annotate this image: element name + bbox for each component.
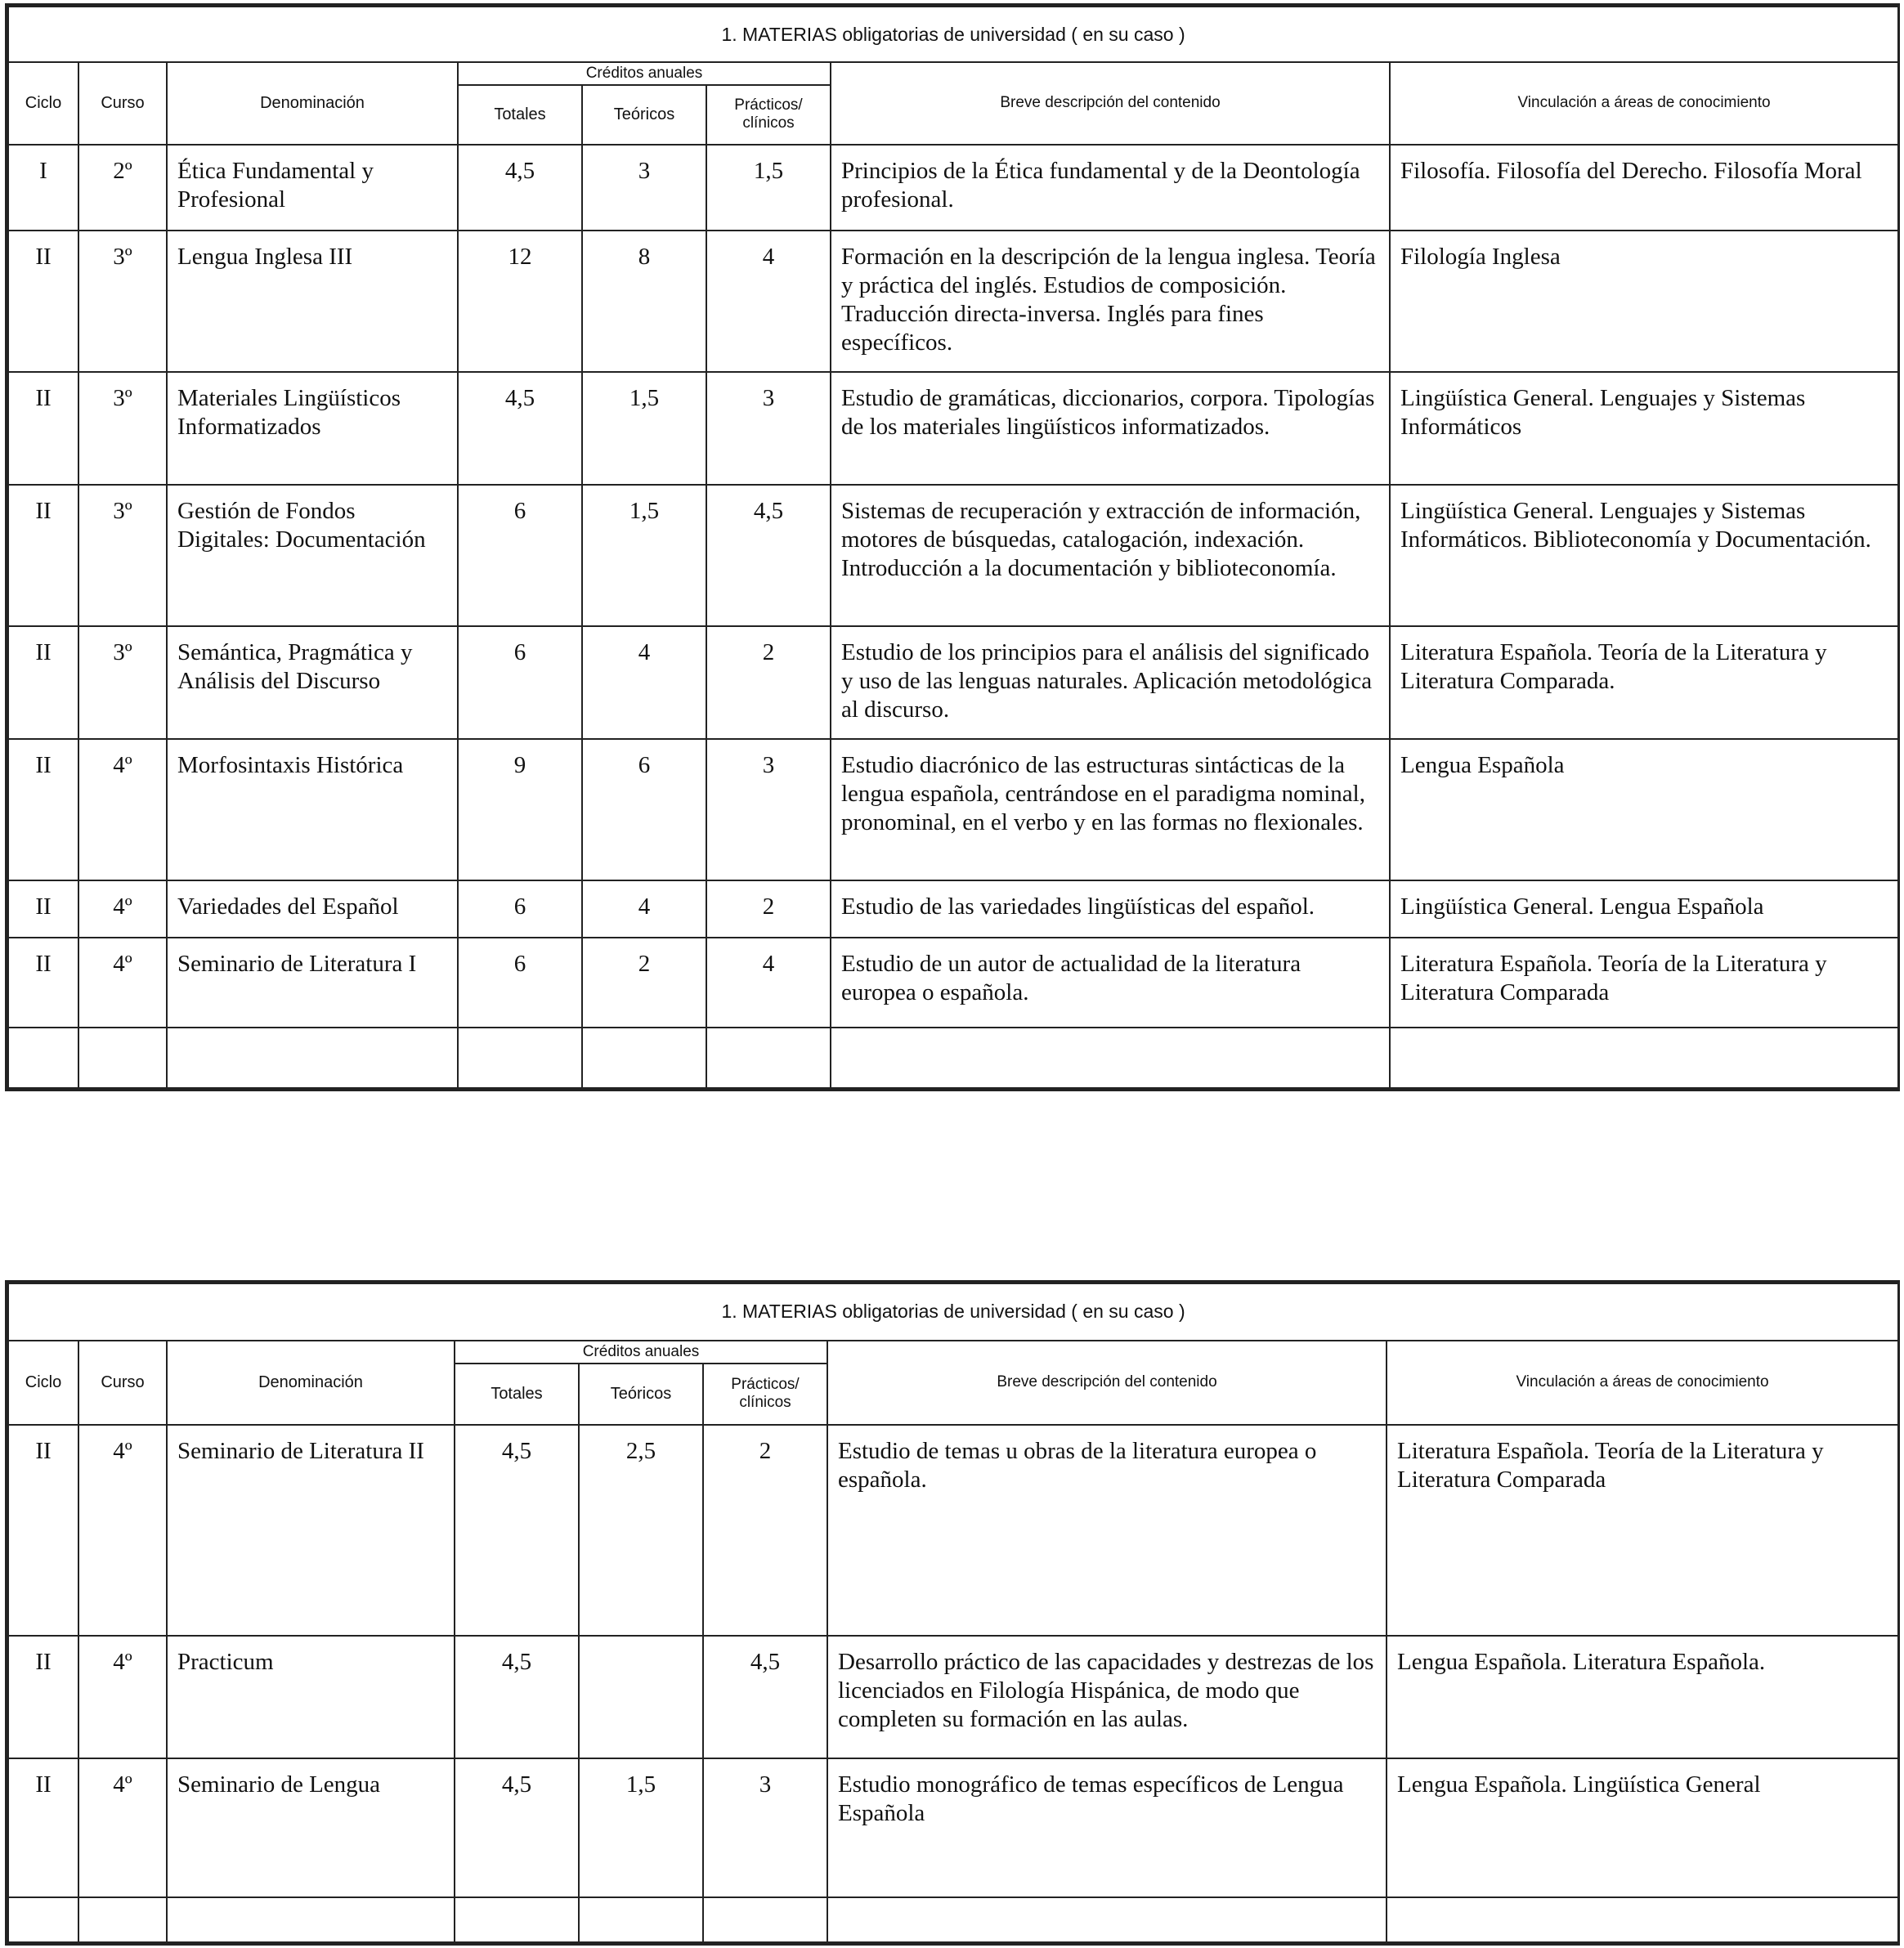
teoricos-cell <box>582 739 706 880</box>
descripcion-cell-text: Estudio de los principios para el análisis del significado y uso de las lenguas naturales. Aplicación metodológica al discurso. <box>841 638 1373 723</box>
teoricos-cell-text: 3 <box>638 157 651 184</box>
descripcion-cell-text: Estudio de las variedades lingüísticas del español. <box>841 893 1315 920</box>
denominacion-cell <box>167 485 458 626</box>
totales-cell <box>458 231 582 372</box>
ciclo-cell <box>8 1758 78 1897</box>
curso-cell-text: 3º <box>113 497 132 524</box>
filler-cell <box>167 1028 458 1088</box>
header-practicos: Prácticos/ clínicos <box>703 1364 827 1424</box>
curso-cell-text: 3º <box>113 243 132 270</box>
denominacion-cell-text: Seminario de Literatura II <box>177 1437 424 1464</box>
curso-cell <box>78 626 167 739</box>
totales-cell <box>458 145 582 231</box>
totales-cell-text: 6 <box>513 497 526 524</box>
materias-grid <box>7 6 1899 1089</box>
teoricos-cell-text: 2 <box>638 950 651 977</box>
filler-cell <box>1390 1028 1898 1088</box>
table-row <box>8 1636 1898 1758</box>
denominacion-cell-text: Ética Fundamental y Profesional <box>177 157 374 213</box>
ciclo-cell <box>8 880 78 938</box>
practicos-cell-text: 3 <box>759 1771 772 1798</box>
descripcion-cell-text: Estudio de gramáticas, diccionarios, corpora. Tipologías de los materiales lingüísticos informatizados. <box>841 384 1375 440</box>
denominacion-cell-text: Seminario de Literatura I <box>177 950 417 977</box>
teoricos-cell <box>579 1425 703 1636</box>
totales-cell <box>458 626 582 739</box>
totales-cell-text: 4,5 <box>504 157 535 184</box>
practicos-cell <box>706 485 831 626</box>
denominacion-cell <box>167 1758 455 1897</box>
practicos-cell-text: 4,5 <box>750 1648 781 1675</box>
denominacion-cell <box>167 1636 455 1758</box>
teoricos-cell <box>582 626 706 739</box>
vinculacion-cell <box>1390 372 1898 485</box>
totales-cell <box>455 1425 579 1636</box>
practicos-cell <box>703 1636 827 1758</box>
curso-cell <box>78 880 167 938</box>
ciclo-cell <box>8 1636 78 1758</box>
ciclo-cell-text: II <box>35 950 52 977</box>
header-teoricos: Teóricos <box>579 1364 703 1424</box>
practicos-cell-text: 3 <box>762 384 775 411</box>
practicos-cell <box>706 231 831 372</box>
header-curso: Curso <box>78 1341 167 1425</box>
teoricos-cell <box>582 485 706 626</box>
descripcion-cell <box>827 1758 1387 1897</box>
table-row <box>8 485 1898 626</box>
denominacion-cell <box>167 626 458 739</box>
denominacion-cell <box>167 1425 455 1636</box>
header-ciclo: Ciclo <box>8 1341 78 1425</box>
table-title: 1. MATERIAS obligatorias de universidad ( en su caso ) <box>8 1283 1898 1341</box>
ciclo-cell <box>8 485 78 626</box>
teoricos-cell-text: 4 <box>638 893 651 920</box>
header-ciclo: Ciclo <box>8 62 78 144</box>
denominacion-cell <box>167 231 458 372</box>
vinculacion-cell-text: Lingüística General. Lengua Española <box>1400 893 1764 920</box>
filler-cell <box>706 1028 831 1088</box>
header-teoricos: Teóricos <box>582 85 706 145</box>
header-curso: Curso <box>78 62 167 144</box>
ciclo-cell <box>8 938 78 1028</box>
totales-cell <box>455 1758 579 1897</box>
curso-cell-text: 4º <box>113 751 132 778</box>
header-row <box>8 1341 1898 1364</box>
teoricos-cell-text: 2,5 <box>625 1437 656 1464</box>
descripcion-cell-text: Estudio de un autor de actualidad de la literatura europea o española. <box>841 950 1301 1005</box>
curso-cell <box>78 485 167 626</box>
totales-cell <box>455 1636 579 1758</box>
vinculacion-cell <box>1390 938 1898 1028</box>
ciclo-cell-text: II <box>35 1648 52 1675</box>
curso-cell-text: 3º <box>113 384 132 411</box>
ciclo-cell <box>8 372 78 485</box>
curso-cell-text: 4º <box>113 1437 132 1464</box>
curso-cell <box>78 1636 167 1758</box>
totales-cell <box>458 739 582 880</box>
totales-cell <box>458 372 582 485</box>
curso-cell-text: 4º <box>113 1648 132 1675</box>
ciclo-cell-text: II <box>35 243 52 270</box>
teoricos-cell <box>582 231 706 372</box>
teoricos-cell <box>582 938 706 1028</box>
curso-cell <box>78 231 167 372</box>
vinculacion-cell-text: Literatura Española. Teoría de la Literatura y Literatura Comparada <box>1400 950 1827 1005</box>
header-denominacion: Denominación <box>167 1341 455 1425</box>
descripcion-cell <box>831 938 1390 1028</box>
curso-cell <box>78 145 167 231</box>
table-row <box>8 626 1898 739</box>
header-vinculacion: Vinculación a áreas de conocimiento <box>1390 62 1898 144</box>
totales-cell-text: 9 <box>513 751 526 778</box>
curso-cell <box>78 739 167 880</box>
denominacion-cell <box>167 739 458 880</box>
vinculacion-cell-text: Literatura Española. Teoría de la Literatura y Literatura Comparada. <box>1400 638 1827 694</box>
vinculacion-cell-text: Lengua Española. Lingüística General <box>1397 1771 1761 1798</box>
filler-cell <box>8 1028 78 1088</box>
filler-cell <box>78 1028 167 1088</box>
filler-cell <box>827 1897 1387 1942</box>
descripcion-cell <box>831 739 1390 880</box>
descripcion-cell <box>827 1636 1387 1758</box>
vinculacion-cell-text: Literatura Española. Teoría de la Literatura y Literatura Comparada <box>1397 1437 1824 1493</box>
table-row <box>8 739 1898 880</box>
teoricos-cell-text: 1,5 <box>629 384 660 411</box>
filler-cell <box>579 1897 703 1942</box>
totales-cell-text: 4,5 <box>501 1437 532 1464</box>
ciclo-cell <box>8 626 78 739</box>
vinculacion-cell-text: Lengua Española. Literatura Española. <box>1397 1648 1766 1675</box>
filler-cell <box>458 1028 582 1088</box>
ciclo-cell-text: II <box>35 1771 52 1798</box>
practicos-cell <box>706 938 831 1028</box>
table-body <box>8 145 1898 1088</box>
curso-cell-text: 3º <box>113 638 132 665</box>
filler-cell <box>167 1897 455 1942</box>
materias-table-1 <box>5 3 1900 1091</box>
curso-cell-text: 4º <box>113 950 132 977</box>
vinculacion-cell <box>1387 1758 1898 1897</box>
totales-cell-text: 4,5 <box>504 384 535 411</box>
descripcion-cell-text: Sistemas de recuperación y extracción de información, motores de búsquedas, catalogación, indexación. Introducción a la documentación y biblioteconomía. <box>841 497 1361 581</box>
header-creditos-anuales: Créditos anuales <box>458 62 831 85</box>
practicos-cell <box>703 1425 827 1636</box>
ciclo-cell <box>8 739 78 880</box>
totales-cell <box>458 938 582 1028</box>
denominacion-cell-text: Morfosintaxis Histórica <box>177 751 404 778</box>
descripcion-cell-text: Formación en la descripción de la lengua inglesa. Teoría y práctica del inglés. Estudios de composición. Traducción directa-inversa. Inglés para fines específicos. <box>841 243 1376 356</box>
descripcion-cell-text: Principios de la Ética fundamental y de la Deontología profesional. <box>841 157 1360 213</box>
table-row <box>8 880 1898 938</box>
denominacion-cell-text: Materiales Lingüísticos Informatizados <box>177 384 401 440</box>
filler-cell <box>78 1897 167 1942</box>
header-descripcion: Breve descripción del contenido <box>831 62 1390 144</box>
denominacion-cell-text: Gestión de Fondos Digitales: Documentación <box>177 497 426 553</box>
filler-row <box>8 1028 1898 1088</box>
ciclo-cell <box>8 145 78 231</box>
practicos-cell <box>706 145 831 231</box>
practicos-cell-text: 2 <box>759 1437 772 1464</box>
header-totales: Totales <box>455 1364 579 1424</box>
curso-cell-text: 4º <box>113 1771 132 1798</box>
header-vinculacion: Vinculación a áreas de conocimiento <box>1387 1341 1898 1425</box>
vinculacion-cell <box>1390 880 1898 938</box>
totales-cell <box>458 880 582 938</box>
descripcion-cell <box>827 1425 1387 1636</box>
descripcion-cell <box>831 626 1390 739</box>
teoricos-cell <box>579 1636 703 1758</box>
table-row <box>8 372 1898 485</box>
table-title: 1. MATERIAS obligatorias de universidad ( en su caso ) <box>8 7 1898 62</box>
descripcion-cell-text: Estudio monográfico de temas específicos de Lengua Española <box>838 1771 1344 1826</box>
ciclo-cell-text: II <box>35 1437 52 1464</box>
vinculacion-cell <box>1387 1425 1898 1636</box>
teoricos-cell <box>582 880 706 938</box>
descripcion-cell <box>831 880 1390 938</box>
header-totales: Totales <box>458 85 582 145</box>
ciclo-cell-text: II <box>35 751 52 778</box>
vinculacion-cell <box>1390 145 1898 231</box>
vinculacion-cell-text: Filología Inglesa <box>1400 243 1561 270</box>
teoricos-cell-text: 6 <box>638 751 651 778</box>
table-row <box>8 938 1898 1028</box>
filler-cell <box>455 1897 579 1942</box>
practicos-cell-text: 4 <box>762 243 775 270</box>
descripcion-cell-text: Desarrollo práctico de las capacidades y destrezas de los licenciados en Filología Hispánica, de modo que completen su formación en las aulas. <box>838 1648 1374 1732</box>
vinculacion-cell-text: Lingüística General. Lenguajes y Sistemas Informáticos <box>1400 384 1806 440</box>
ciclo-cell-text: II <box>35 497 52 524</box>
ciclo-cell-text: II <box>35 893 52 920</box>
filler-cell <box>582 1028 706 1088</box>
vinculacion-cell-text: Filosofía. Filosofía del Derecho. Filosofía Moral <box>1400 157 1862 184</box>
descripcion-cell-text: Estudio diacrónico de las estructuras sintácticas de la lengua española, centrándose en el paradigma nominal, pronominal, en el verbo y en las formas no flexionales. <box>841 751 1365 835</box>
descripcion-cell <box>831 231 1390 372</box>
header-practicos: Prácticos/ clínicos <box>706 85 831 145</box>
practicos-cell <box>703 1758 827 1897</box>
denominacion-cell-text: Semántica, Pragmática y Análisis del Discurso <box>177 638 413 694</box>
denominacion-cell <box>167 880 458 938</box>
vinculacion-cell-text: Lingüística General. Lenguajes y Sistemas Informáticos. Biblioteconomía y Documentación. <box>1400 497 1871 553</box>
teoricos-cell <box>579 1758 703 1897</box>
vinculacion-cell <box>1390 626 1898 739</box>
materias-grid <box>7 1283 1899 1943</box>
materias-table-2 <box>5 1280 1900 1946</box>
descripcion-cell <box>831 485 1390 626</box>
totales-cell-text: 6 <box>513 950 526 977</box>
totales-cell-text: 6 <box>513 638 526 665</box>
practicos-cell <box>706 739 831 880</box>
header-creditos-anuales: Créditos anuales <box>455 1341 827 1364</box>
totales-cell-text: 4,5 <box>501 1771 532 1798</box>
practicos-cell-text: 2 <box>762 893 775 920</box>
ciclo-cell <box>8 1425 78 1636</box>
title-row <box>8 7 1898 62</box>
table-body <box>8 1425 1898 1942</box>
practicos-cell-text: 4,5 <box>753 497 784 524</box>
curso-cell-text: 4º <box>113 893 132 920</box>
title-row <box>8 1283 1898 1341</box>
filler-row <box>8 1897 1898 1942</box>
practicos-cell <box>706 626 831 739</box>
denominacion-cell-text: Practicum <box>177 1648 274 1675</box>
teoricos-cell <box>582 145 706 231</box>
filler-cell <box>831 1028 1390 1088</box>
denominacion-cell <box>167 938 458 1028</box>
denominacion-cell-text: Variedades del Español <box>177 893 399 920</box>
practicos-cell-text: 2 <box>762 638 775 665</box>
curso-cell <box>78 372 167 485</box>
ciclo-cell <box>8 231 78 372</box>
denominacion-cell <box>167 145 458 231</box>
practicos-cell <box>706 372 831 485</box>
descripcion-cell <box>831 145 1390 231</box>
practicos-cell-text: 4 <box>762 950 775 977</box>
totales-cell-text: 12 <box>508 243 532 270</box>
denominacion-cell-text: Seminario de Lengua <box>177 1771 381 1798</box>
practicos-cell-text: 3 <box>762 751 775 778</box>
header-descripcion: Breve descripción del contenido <box>827 1341 1387 1425</box>
vinculacion-cell <box>1390 485 1898 626</box>
descripcion-cell <box>831 372 1390 485</box>
teoricos-cell-text: 8 <box>638 243 651 270</box>
curso-cell <box>78 1425 167 1636</box>
curso-cell <box>78 1758 167 1897</box>
denominacion-cell-text: Lengua Inglesa III <box>177 243 353 270</box>
teoricos-cell <box>582 372 706 485</box>
totales-cell <box>458 485 582 626</box>
teoricos-cell-text: 4 <box>638 638 651 665</box>
teoricos-cell-text: 1,5 <box>625 1771 656 1798</box>
vinculacion-cell-text: Lengua Española <box>1400 751 1565 778</box>
header-row <box>8 62 1898 85</box>
curso-cell-text: 2º <box>113 157 132 184</box>
totales-cell-text: 6 <box>513 893 526 920</box>
filler-cell <box>8 1897 78 1942</box>
denominacion-cell <box>167 372 458 485</box>
filler-cell <box>703 1897 827 1942</box>
practicos-cell <box>706 880 831 938</box>
ciclo-cell-text: II <box>35 384 52 411</box>
vinculacion-cell <box>1387 1636 1898 1758</box>
vinculacion-cell <box>1390 739 1898 880</box>
table-row <box>8 1758 1898 1897</box>
curso-cell <box>78 938 167 1028</box>
teoricos-cell-text: 1,5 <box>629 497 660 524</box>
totales-cell-text: 4,5 <box>501 1648 532 1675</box>
ciclo-cell-text: I <box>39 157 47 184</box>
table-row <box>8 145 1898 231</box>
header-denominacion: Denominación <box>167 62 458 144</box>
table-row <box>8 1425 1898 1636</box>
descripcion-cell-text: Estudio de temas u obras de la literatura europea o española. <box>838 1437 1317 1493</box>
ciclo-cell-text: II <box>35 638 52 665</box>
vinculacion-cell <box>1390 231 1898 372</box>
filler-cell <box>1387 1897 1898 1942</box>
table-row <box>8 231 1898 372</box>
practicos-cell-text: 1,5 <box>753 157 784 184</box>
